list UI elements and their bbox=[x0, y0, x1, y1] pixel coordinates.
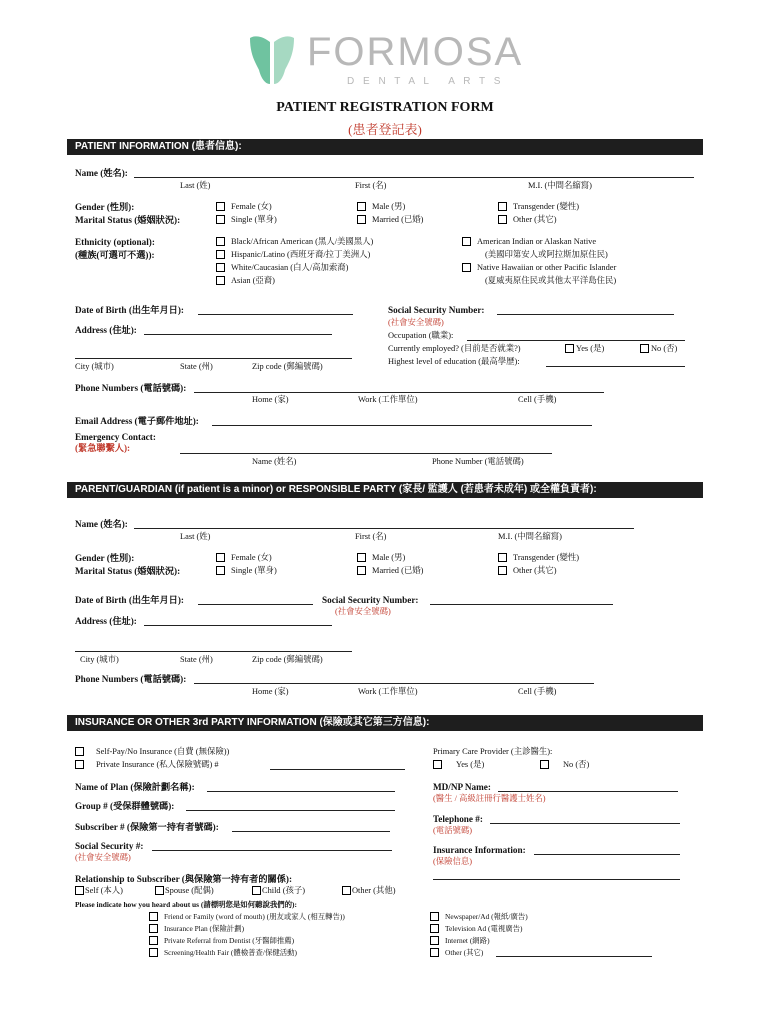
ssn-label: Social Security Number: bbox=[388, 305, 485, 315]
occupation-input[interactable] bbox=[467, 340, 685, 341]
logo bbox=[247, 32, 537, 94]
employed-yes[interactable]: Yes (是) bbox=[565, 344, 604, 354]
subscriber-input[interactable] bbox=[232, 831, 390, 832]
opt-transgender[interactable]: Transgender (變性) bbox=[498, 202, 579, 212]
rel-self[interactable]: Self (本人) bbox=[75, 886, 123, 896]
guardian-name-label: Name (姓名): bbox=[75, 519, 128, 529]
ethnicity-label-zh: (種族(可選可不選)): bbox=[75, 250, 155, 260]
eth6-checkbox[interactable] bbox=[462, 263, 471, 272]
eth2-checkbox[interactable] bbox=[216, 250, 225, 259]
rel-child[interactable]: Child (孩子) bbox=[252, 886, 305, 896]
logo-brand: FORMOSA bbox=[307, 30, 524, 74]
opt-eth3[interactable]: White/Caucasian (白人/高加索裔) bbox=[216, 263, 348, 273]
ins-info-line2-input[interactable] bbox=[433, 879, 680, 880]
label-cell: Cell (手機) bbox=[518, 395, 557, 404]
label-mi: M.I. (中間名縮寫) bbox=[528, 181, 592, 190]
address-input[interactable] bbox=[144, 334, 332, 335]
label-zip: Zip code (郵編號碼) bbox=[252, 362, 323, 371]
heard-5[interactable]: Newspaper/Ad (報紙/廣告) bbox=[430, 912, 528, 922]
employed-no[interactable]: No (否) bbox=[640, 344, 677, 354]
ethnicity-label: Ethnicity (optional): bbox=[75, 237, 155, 247]
plan-input[interactable] bbox=[207, 791, 395, 792]
g-opt-single[interactable]: Single (單身) bbox=[216, 566, 277, 576]
dob-input[interactable] bbox=[198, 314, 353, 315]
married-checkbox[interactable] bbox=[357, 215, 366, 224]
female-checkbox[interactable] bbox=[216, 202, 225, 211]
subscriber-label: Subscriber # (保險第一持有者號碼): bbox=[75, 822, 219, 832]
g-label-state: State (州) bbox=[180, 655, 213, 664]
g-marital-label: Marital Status (婚姻狀況): bbox=[75, 566, 181, 576]
emergency-label: Emergency Contact: bbox=[75, 432, 156, 442]
heard-8[interactable]: Other (其它) bbox=[430, 948, 483, 958]
opt-eth4[interactable]: Asian (亞裔) bbox=[216, 276, 275, 286]
rel-other[interactable]: Other (其他) bbox=[342, 886, 396, 896]
relationship-label: Relationship to Subscriber (與保險第一持有者的關係): bbox=[75, 874, 293, 884]
g-ssn-input[interactable] bbox=[430, 604, 613, 605]
patient-name-input[interactable] bbox=[134, 177, 694, 178]
g-label-cell: Cell (手機) bbox=[518, 687, 557, 696]
label-last: Last (姓) bbox=[180, 181, 211, 190]
g-label-city: City (城市) bbox=[80, 655, 119, 664]
telephone-label: Telephone #: bbox=[433, 814, 483, 824]
g-label-zip: Zip code (郵編號碼) bbox=[252, 655, 323, 664]
education-label: Highest level of education (最高學歷): bbox=[388, 357, 520, 366]
heard-7-checkbox[interactable] bbox=[430, 936, 439, 945]
form-title-zh: (患者登記表) bbox=[348, 122, 422, 137]
rel-other-checkbox[interactable] bbox=[342, 886, 351, 895]
heard-label: Please indicate how you heard about us (請標明您是如何聽說我們的): bbox=[75, 900, 297, 909]
rel-child-checkbox[interactable] bbox=[252, 886, 261, 895]
plan-label: Name of Plan (保險計劃名稱): bbox=[75, 782, 195, 792]
g-opt-married[interactable]: Married (已婚) bbox=[357, 566, 423, 576]
eth4-checkbox[interactable] bbox=[216, 276, 225, 285]
eth1-checkbox[interactable] bbox=[216, 237, 225, 246]
eth3-checkbox[interactable] bbox=[216, 263, 225, 272]
heard-5-checkbox[interactable] bbox=[430, 912, 439, 921]
g-address-label: Address (住址): bbox=[75, 616, 137, 626]
heard-2-checkbox[interactable] bbox=[149, 924, 158, 933]
ssn-zh: (社會安全號碼) bbox=[388, 318, 444, 327]
phone-label: Phone Numbers (電話號碼): bbox=[75, 383, 187, 393]
label-ec-name: Name (姓名) bbox=[252, 457, 297, 466]
opt-eth2[interactable]: Hispanic/Latino (西班牙裔/拉丁美洲人) bbox=[216, 250, 370, 260]
heard-6[interactable]: Television Ad (電視廣告) bbox=[430, 924, 523, 934]
pcp-yes-checkbox[interactable] bbox=[433, 760, 442, 769]
pcp-no-checkbox[interactable] bbox=[540, 760, 549, 769]
telephone-zh: (電話號碼) bbox=[433, 826, 473, 835]
pcp-label: Primary Care Provider (主診醫生): bbox=[433, 747, 553, 756]
employed-yes-checkbox[interactable] bbox=[565, 344, 574, 353]
g-phone-input[interactable] bbox=[194, 683, 594, 684]
tooth-logo-icon bbox=[247, 34, 297, 88]
guardian-name-input[interactable] bbox=[134, 528, 634, 529]
ins-info-input[interactable] bbox=[534, 854, 680, 855]
rel-spouse-checkbox[interactable] bbox=[155, 886, 164, 895]
heard-other-input[interactable] bbox=[496, 956, 652, 957]
ins-ssn-label: Social Security #: bbox=[75, 841, 144, 851]
education-input[interactable] bbox=[546, 366, 685, 367]
patient-info-header: PATIENT INFORMATION (患者信息): bbox=[67, 139, 703, 155]
label-city: City (城市) bbox=[75, 362, 114, 371]
opt-married[interactable]: Married (已婚) bbox=[357, 215, 423, 225]
opt-private[interactable]: Private Insurance (私人保險號碼) # bbox=[75, 760, 219, 770]
opt-eth6[interactable]: Native Hawaiian or other Pacific Islander bbox=[462, 263, 616, 273]
g-phone-label: Phone Numbers (電話號碼): bbox=[75, 674, 187, 684]
heard-4[interactable]: Screening/Health Fair (體檢普查/保健活動) bbox=[149, 948, 297, 958]
address-label: Address (住址): bbox=[75, 325, 137, 335]
ssn-input[interactable] bbox=[497, 314, 674, 315]
guardian-header: PARENT/GUARDIAN (if patient is a minor) or RESPONSIBLE PARTY (家長/ 監護人 (若患者未成年) 或全權負責者): bbox=[67, 482, 703, 498]
heard-1-checkbox[interactable] bbox=[149, 912, 158, 921]
eth5-zh: (美國印第安人或阿拉斯加原住民) bbox=[485, 250, 608, 259]
g-opt-male[interactable]: Male (男) bbox=[357, 553, 405, 563]
g-single-checkbox[interactable] bbox=[216, 566, 225, 575]
self-pay-checkbox[interactable] bbox=[75, 747, 84, 756]
g-female-checkbox[interactable] bbox=[216, 553, 225, 562]
mdnp-input[interactable] bbox=[498, 791, 678, 792]
group-input[interactable] bbox=[186, 810, 395, 811]
logo-subtitle: D E N T A L A R T S bbox=[347, 76, 504, 87]
heard-3-checkbox[interactable] bbox=[149, 936, 158, 945]
heard-6-checkbox[interactable] bbox=[430, 924, 439, 933]
male-checkbox[interactable] bbox=[357, 202, 366, 211]
g-dob-input[interactable] bbox=[198, 604, 313, 605]
pcp-no[interactable]: No (否) bbox=[540, 760, 589, 770]
g-dob-label: Date of Birth (出生年月日): bbox=[75, 595, 184, 605]
opt-female[interactable]: Female (女) bbox=[216, 202, 272, 212]
g-other-checkbox[interactable] bbox=[498, 566, 507, 575]
telephone-input[interactable] bbox=[490, 823, 680, 824]
ins-info-zh: (保險信息) bbox=[433, 857, 473, 866]
g-address-input[interactable] bbox=[144, 625, 332, 626]
address-line2-input[interactable] bbox=[75, 358, 352, 359]
g-married-checkbox[interactable] bbox=[357, 566, 366, 575]
rel-self-checkbox[interactable] bbox=[75, 886, 84, 895]
pcp-yes[interactable]: Yes (是) bbox=[433, 760, 484, 770]
opt-eth1[interactable]: Black/African American (黑人/美國黑人) bbox=[216, 237, 373, 247]
emergency-input[interactable] bbox=[180, 453, 552, 454]
g-male-checkbox[interactable] bbox=[357, 553, 366, 562]
opt-other-gender[interactable]: Other (其它) bbox=[498, 215, 557, 225]
ins-info-label: Insurance Information: bbox=[433, 845, 526, 855]
g-label-home: Home (家) bbox=[252, 687, 289, 696]
g-address-line2-input[interactable] bbox=[75, 651, 352, 652]
g-label-first: First (名) bbox=[355, 532, 387, 541]
gender-label: Gender (性別): bbox=[75, 202, 135, 212]
heard-1[interactable]: Friend or Family (word of mouth) (朋友或家人 (相互轉告)) bbox=[149, 912, 345, 922]
g-opt-transgender[interactable]: Transgender (變性) bbox=[498, 553, 579, 563]
transgender-checkbox[interactable] bbox=[498, 202, 507, 211]
opt-self-pay[interactable]: Self-Pay/No Insurance (自費 (無保險)) bbox=[75, 747, 229, 757]
opt-single[interactable]: Single (單身) bbox=[216, 215, 277, 225]
g-label-work: Work (工作單位) bbox=[358, 687, 418, 696]
group-label: Group # (受保群體號碼): bbox=[75, 801, 175, 811]
heard-8-checkbox[interactable] bbox=[430, 948, 439, 957]
heard-7[interactable]: Internet (網路) bbox=[430, 936, 490, 946]
eth6-zh: (夏威夷原住民或其他太平洋島住民) bbox=[485, 276, 617, 285]
g-label-mi: M.I. (中間名縮寫) bbox=[498, 532, 562, 541]
email-label: Email Address (電子郵件地址): bbox=[75, 416, 199, 426]
opt-eth5[interactable]: American Indian or Alaskan Native bbox=[462, 237, 596, 247]
private-insurance-input[interactable] bbox=[270, 769, 405, 770]
g-opt-other[interactable]: Other (其它) bbox=[498, 566, 557, 576]
emergency-label-zh: (緊急聯繫人): bbox=[75, 443, 131, 453]
label-ec-phone: Phone Number (電話號碼) bbox=[432, 457, 524, 466]
label-work: Work (工作單位) bbox=[358, 395, 418, 404]
g-gender-label: Gender (性別): bbox=[75, 553, 135, 563]
ins-ssn-zh: (社會安全號碼) bbox=[75, 853, 131, 862]
opt-male[interactable]: Male (男) bbox=[357, 202, 405, 212]
marital-label: Marital Status (婚姻狀況): bbox=[75, 215, 181, 225]
heard-2[interactable]: Insurance Plan (保險計劃) bbox=[149, 924, 244, 934]
label-state: State (州) bbox=[180, 362, 213, 371]
g-ssn-label: Social Security Number: bbox=[322, 595, 419, 605]
phone-input[interactable] bbox=[194, 392, 604, 393]
single-checkbox[interactable] bbox=[216, 215, 225, 224]
form-title: PATIENT REGISTRATION FORM bbox=[276, 100, 494, 115]
insurance-header: INSURANCE OR OTHER 3rd PARTY INFORMATION (保險或其它第三方信息): bbox=[67, 715, 703, 731]
eth5-checkbox[interactable] bbox=[462, 237, 471, 246]
g-ssn-zh: (社會安全號碼) bbox=[335, 607, 391, 616]
heard-4-checkbox[interactable] bbox=[149, 948, 158, 957]
dob-label: Date of Birth (出生年月日): bbox=[75, 305, 184, 315]
label-home: Home (家) bbox=[252, 395, 289, 404]
email-input[interactable] bbox=[212, 425, 592, 426]
employed-no-checkbox[interactable] bbox=[640, 344, 649, 353]
g-label-last: Last (姓) bbox=[180, 532, 211, 541]
mdnp-label: MD/NP Name: bbox=[433, 782, 491, 792]
ins-ssn-input[interactable] bbox=[152, 850, 392, 851]
rel-spouse[interactable]: Spouse (配偶) bbox=[155, 886, 214, 896]
g-transgender-checkbox[interactable] bbox=[498, 553, 507, 562]
patient-name-label: Name (姓名): bbox=[75, 168, 128, 178]
g-opt-female[interactable]: Female (女) bbox=[216, 553, 272, 563]
mdnp-zh: (醫生 / 高級註冊行醫護士姓名) bbox=[433, 794, 546, 803]
other-checkbox[interactable] bbox=[498, 215, 507, 224]
private-checkbox[interactable] bbox=[75, 760, 84, 769]
heard-3[interactable]: Private Referral from Dentist (牙醫師推薦) bbox=[149, 936, 294, 946]
label-first: First (名) bbox=[355, 181, 387, 190]
occupation-label: Occupation (職業): bbox=[388, 331, 454, 340]
employed-label: Currently employed? (目前是否就業?) bbox=[388, 344, 521, 353]
